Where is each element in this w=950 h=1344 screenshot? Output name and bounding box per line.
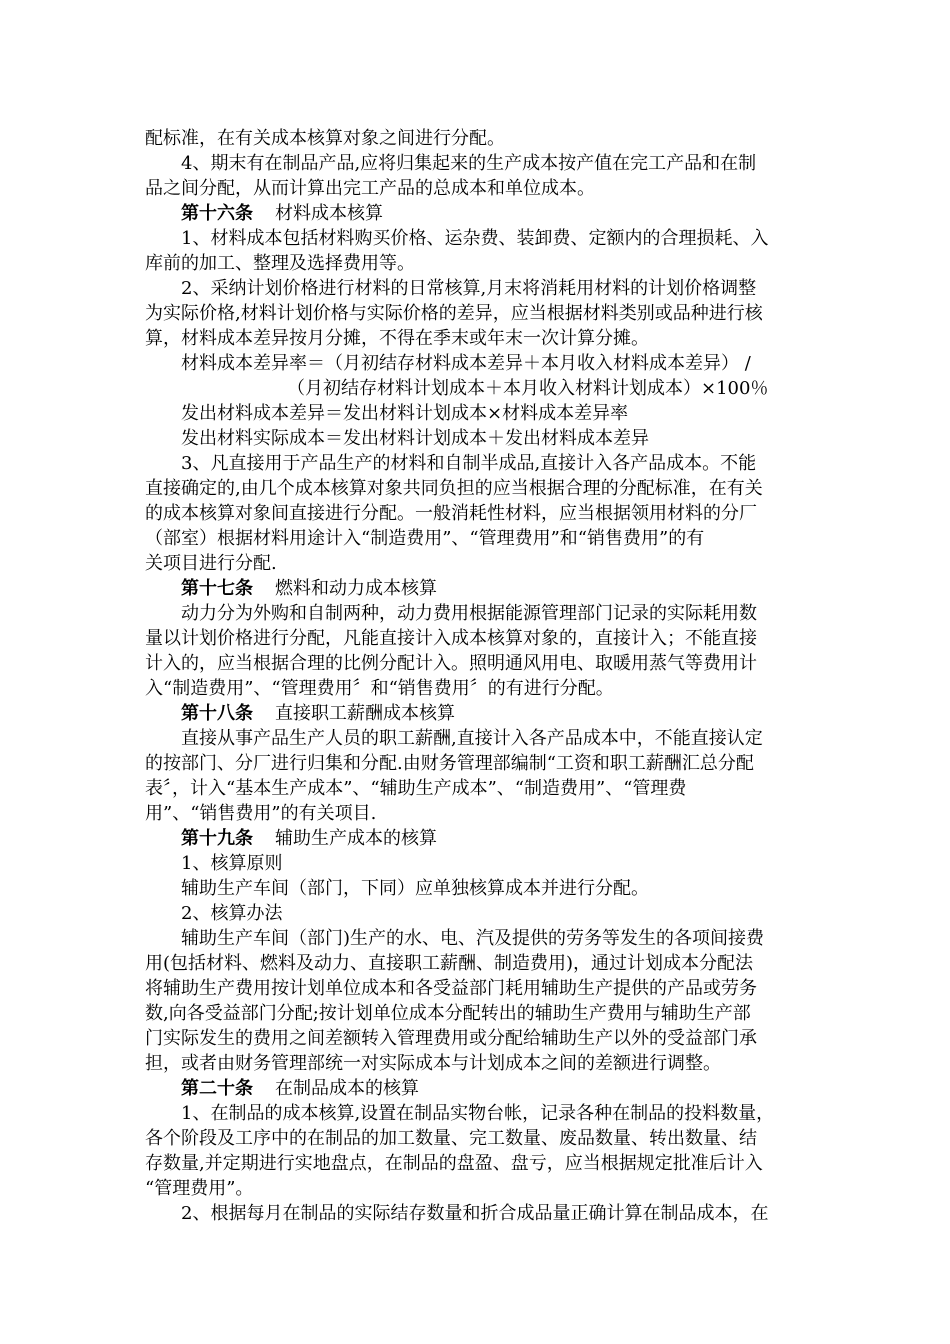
text-line: 辅助生产车间（部门)生产的水、电、汽及提供的劳务等发生的各项间接费 (181, 928, 765, 949)
text-line: 各个阶段及工序中的在制品的加工数量、完工数量、废品数量、转出数量、结 (145, 1128, 757, 1149)
text-line: 量以计划价格进行分配，凡能直接计入成本核算对象的，直接计入；不能直接 (145, 628, 757, 649)
text-line: 算，材料成本差异按月分摊，不得在季末或年末一次计算分摊。 (145, 328, 649, 349)
text-line: 入“制造费用”、“管理费用〞和“销售费用〞的有进行分配。 (145, 678, 614, 699)
document-page (145, 126, 807, 1226)
article-title: 在制品成本的核算 (275, 1078, 419, 1099)
text-line: “管理费用”。 (145, 1178, 254, 1199)
article-number: 第十七条 (181, 578, 253, 599)
text-line: 库前的加工、整理及选择费用等。 (145, 253, 415, 274)
article-title: 直接职工薪酬成本核算 (275, 703, 455, 724)
text-line: 为实际价格,材料计划价格与实际价格的差异，应当根据材料类别或品种进行核 (145, 303, 763, 324)
text-line: 关项目进行分配. (145, 553, 277, 574)
text-line: 1、材料成本包括材料购买价格、运杂费、装卸费、定额内的合理损耗、入 (181, 228, 769, 249)
text-line: 表〞，计入“基本生产成本”、“辅助生产成本”、“制造费用”、“管理费 (145, 778, 687, 799)
text-line: 2、采纳计划价格进行材料的日常核算,月末将消耗用材料的计划价格调整 (181, 278, 757, 299)
article-title: 辅助生产成本的核算 (275, 828, 437, 849)
text-line: 1、在制品的成本核算,设置在制品实物台帐，记录各种在制品的投料数量， (181, 1103, 775, 1124)
text-line: （月初结存材料计划成本＋本月收入材料计划成本）×100％ (287, 378, 769, 399)
text-line: 门实际发生的费用之间差额转入管理费用或分配给辅助生产以外的受益部门承 (145, 1028, 757, 1049)
article-heading (145, 701, 807, 726)
text-line: 用(包括材料、燃料及动力、直接职工薪酬、制造费用)，通过计划成本分配法 (145, 953, 754, 974)
article-title: 材料成本核算 (275, 203, 383, 224)
article-heading (145, 576, 807, 601)
article-number: 第十八条 (181, 703, 253, 724)
text-line: 发出材料成本差异＝发出材料计划成本×材料成本差异率 (181, 403, 629, 424)
article-heading (145, 201, 807, 226)
text-line: 存数量,并定期进行实地盘点，在制品的盘盈、盘亏，应当根据规定批准后计入 (145, 1153, 763, 1174)
text-line: 配标准，在有关成本核算对象之间进行分配。 (145, 128, 505, 149)
text-line: 4、期末有在制品产品,应将归集起来的生产成本按产值在完工产品和在制 (181, 153, 757, 174)
text-line: 的按部门、分厂进行归集和分配.由财务管理部编制“工资和职工薪酬汇总分配 (145, 753, 754, 774)
text-line: 用”、“销售费用”的有关项目. (145, 803, 377, 824)
text-line: 的成本核算对象间直接进行分配。一般消耗性材料，应当根据领用材料的分厂 (145, 503, 757, 524)
article-number: 第十九条 (181, 828, 253, 849)
article-heading (145, 826, 807, 851)
text-line: （部室）根据材料用途计入“制造费用”、“管理费用”和“销售费用”的有 (145, 528, 705, 549)
text-line: 数,向各受益部门分配;按计划单位成本分配转出的辅助生产费用与辅助生产部 (145, 1003, 751, 1024)
text-line: 动力分为外购和自制两种，动力费用根据能源管理部门记录的实际耗用数 (181, 603, 757, 624)
text-line: 1、核算原则 (181, 853, 283, 874)
text-line: 辅助生产车间（部门，下同）应单独核算成本并进行分配。 (181, 878, 649, 899)
text-line: 2、根据每月在制品的实际结存数量和折合成品量正确计算在制品成本，在 (181, 1203, 769, 1224)
text-line: 2、核算办法 (181, 903, 283, 924)
text-line: 担，或者由财务管理部统一对实际成本与计划成本之间的差额进行调整。 (145, 1053, 721, 1074)
article-heading (145, 1076, 807, 1101)
text-line: 品之间分配，从而计算出完工产品的总成本和单位成本。 (145, 178, 595, 199)
text-line: 3、凡直接用于产品生产的材料和自制半成品,直接计入各产品成本。不能 (181, 453, 757, 474)
article-number: 第二十条 (181, 1078, 253, 1099)
text-line: 计入的，应当根据合理的比例分配计入。照明通风用电、取暖用蒸气等费用计 (145, 653, 757, 674)
article-number: 第十六条 (181, 203, 253, 224)
text-line: 直接确定的,由几个成本核算对象共同负担的应当根据合理的分配标准，在有关 (145, 478, 763, 499)
text-line: 直接从事产品生产人员的职工薪酬,直接计入各产品成本中，不能直接认定 (181, 728, 763, 749)
text-line: 材料成本差异率＝（月初结存材料成本差异＋本月收入材料成本差异） / (181, 353, 751, 374)
article-title: 燃料和动力成本核算 (275, 578, 437, 599)
text-line: 将辅助生产费用按计划单位成本和各受益部门耗用辅助生产提供的产品或劳务 (145, 978, 757, 999)
text-line: 发出材料实际成本＝发出材料计划成本＋发出材料成本差异 (181, 428, 649, 449)
